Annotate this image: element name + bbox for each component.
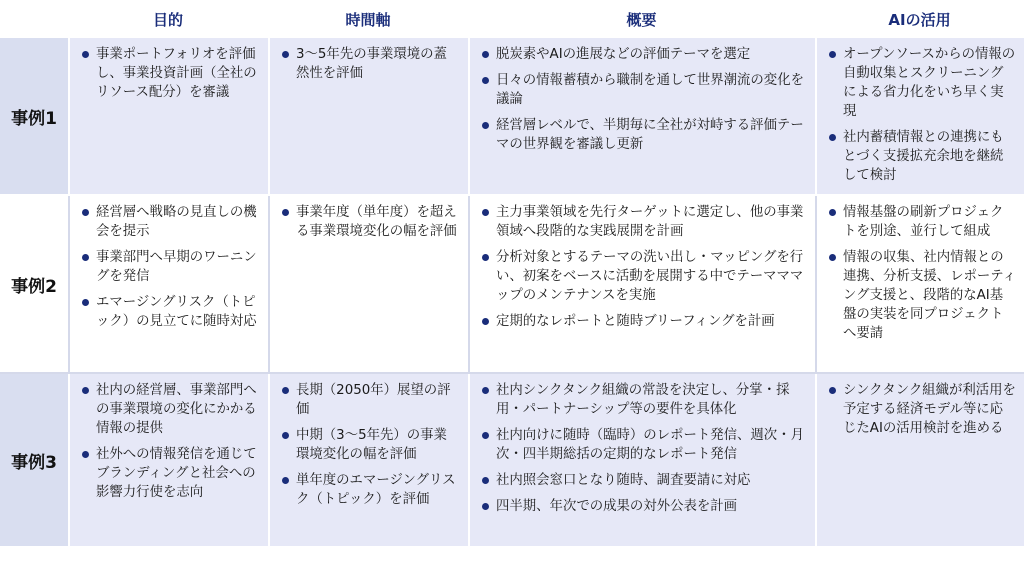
- bullet-item: 経営層へ戦略の見直しの機会を提示: [78, 203, 260, 241]
- bullet-item: 長期（2050年）展望の評価: [278, 381, 460, 419]
- header-ai-usage: AIの活用: [815, 0, 1024, 38]
- bullet-item: 社内蓄積情報との連携にもとづく支援拡充余地を継続して検討: [825, 128, 1016, 185]
- header-corner: [0, 0, 68, 38]
- bullet-item: 主力事業領域を先行ターゲットに選定し、他の事業領域へ段階的な実践展開を計画: [478, 203, 807, 241]
- bullet-item: 社内照会窓口となり随時、調査要請に対応: [478, 471, 807, 490]
- bullet-item: 定期的なレポートと随時ブリーフィングを計画: [478, 312, 807, 331]
- cell-case-3-ai-usage: [815, 374, 1024, 548]
- cell-case-1-overview: [468, 38, 815, 196]
- bullet-item: エマージングリスク（トピック）の見立てに随時対応: [78, 293, 260, 331]
- bullet-list: [478, 45, 807, 154]
- cell-case-3-overview: [468, 374, 815, 548]
- bullet-list: [78, 45, 260, 102]
- bullet-list: [278, 45, 460, 83]
- header-timeframe: 時間軸: [268, 0, 468, 38]
- cell-case-1-ai-usage: [815, 38, 1024, 196]
- bullet-list: [78, 203, 260, 331]
- bullet-item: 中期（3～5年先）の事業環境変化の幅を評価: [278, 426, 460, 464]
- bullet-item: 社内シンクタンク組織の常設を決定し、分掌・採用・パートナーシップ等の要件を具体化: [478, 381, 807, 419]
- bullet-list: [278, 203, 460, 241]
- row-label-case-3: 事例3: [0, 374, 68, 548]
- bullet-list: [825, 203, 1016, 343]
- header-purpose: 目的: [68, 0, 268, 38]
- bullet-item: 単年度のエマージングリスク（トピック）を評価: [278, 471, 460, 509]
- bullet-item: 四半期、年次での成果の対外公表を計画: [478, 497, 807, 516]
- bullet-item: 情報の収集、社内情報との連携、分析支援、レポーティング支援と、段階的なAI基盤の実装を同プロジェクトへ要請: [825, 248, 1016, 343]
- cell-case-2-timeframe: [268, 196, 468, 374]
- bullet-item: 分析対象とするテーマの洗い出し・マッピングを行い、初案をベースに活動を展開する中でテーマママップのメンテナンスを実施: [478, 248, 807, 305]
- bullet-item: 社内の経営層、事業部門への事業環境の変化にかかる情報の提供: [78, 381, 260, 438]
- cell-case-2-overview: [468, 196, 815, 374]
- bullet-item: 社外への情報発信を通じてブランディングと社会への影響力行使を志向: [78, 445, 260, 502]
- cell-case-2-purpose: [68, 196, 268, 374]
- cell-case-2-ai-usage: [815, 196, 1024, 374]
- bullet-list: [478, 203, 807, 331]
- bullet-item: 情報基盤の刷新プロジェクトを別途、並行して組成: [825, 203, 1016, 241]
- header-overview: 概要: [468, 0, 815, 38]
- cell-case-1-timeframe: [268, 38, 468, 196]
- bullet-item: 日々の情報蓄積から職制を通して世界潮流の変化を議論: [478, 71, 807, 109]
- bullet-item: 3～5年先の事業環境の蓋然性を評価: [278, 45, 460, 83]
- bullet-list: [478, 381, 807, 516]
- bullet-list: [78, 381, 260, 502]
- bullet-item: オープンソースからの情報の自動収集とスクリーニングによる省力化をいち早く実現: [825, 45, 1016, 121]
- bullet-item: 社内向けに随時（臨時）のレポート発信、週次・月次・四半期総括の定期的なレポート発信: [478, 426, 807, 464]
- bullet-item: 経営層レベルで、半期毎に全社が対峙する評価テーマの世界観を審議し更新: [478, 116, 807, 154]
- bullet-list: [825, 381, 1016, 438]
- cell-case-3-timeframe: [268, 374, 468, 548]
- bullet-item: 脱炭素やAIの進展などの評価テーマを選定: [478, 45, 807, 64]
- row-label-case-2: 事例2: [0, 196, 68, 374]
- bullet-list: [825, 45, 1016, 185]
- cell-case-3-purpose: [68, 374, 268, 548]
- bullet-list: [278, 381, 460, 509]
- cell-case-1-purpose: [68, 38, 268, 196]
- row-label-case-1: 事例1: [0, 38, 68, 196]
- bullet-item: 事業年度（単年度）を超える事業環境変化の幅を評価: [278, 203, 460, 241]
- bullet-item: 事業ポートフォリオを評価し、事業投資計画（全社のリソース配分）を審議: [78, 45, 260, 102]
- bullet-item: 事業部門へ早期のワーニングを発信: [78, 248, 260, 286]
- bullet-item: シンクタンク組織が利活用を予定する経済モデル等に応じたAIの活用検討を進める: [825, 381, 1016, 438]
